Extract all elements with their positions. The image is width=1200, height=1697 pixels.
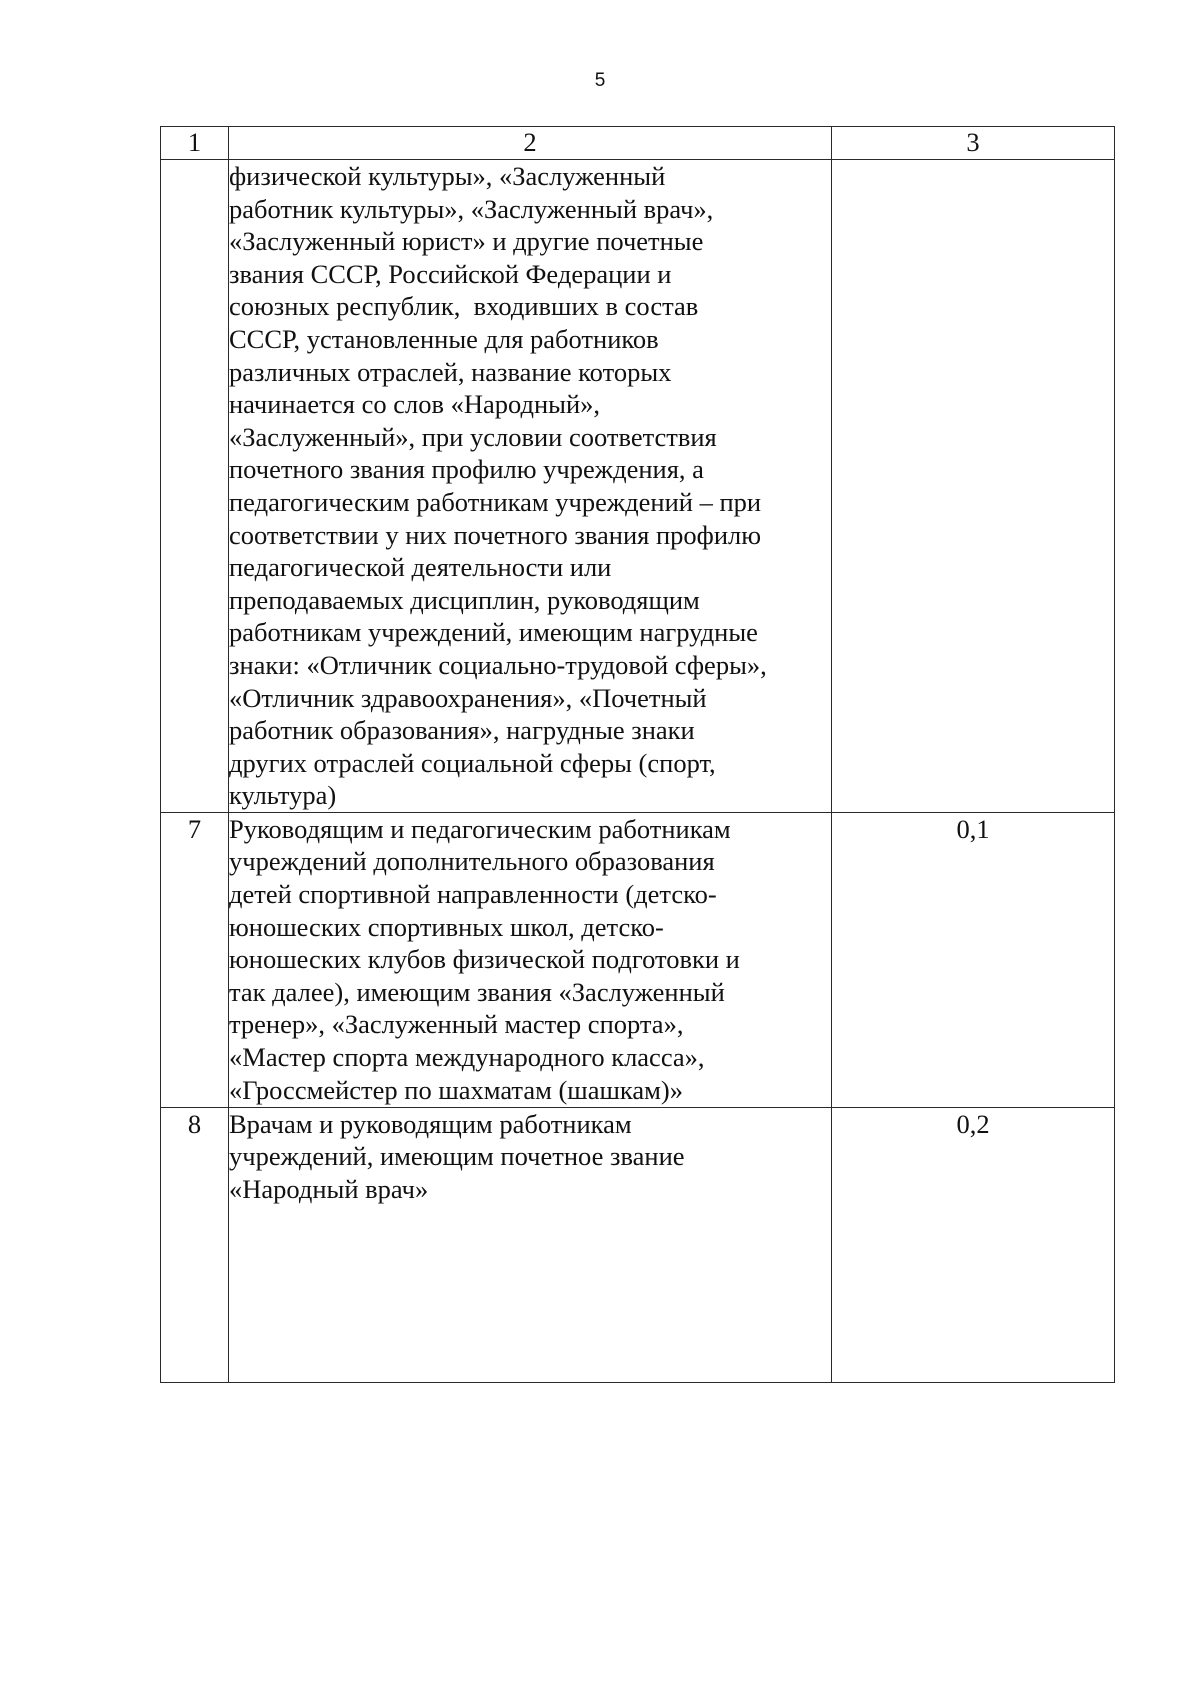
description-line: «Отличник здравоохранения», «Почетный: [229, 682, 707, 713]
description-line: так далее), имеющим звания «Заслуженный: [229, 976, 725, 1007]
row-description: [229, 812, 832, 1107]
description-line: различных отраслей, название которых: [229, 356, 672, 387]
description-line: почетного звания профилю учреждения, а: [229, 454, 704, 485]
description-line: педагогической деятельности или: [229, 552, 612, 583]
row-number: 8: [161, 1107, 229, 1382]
rates-table: [160, 126, 1115, 1383]
table-row: [161, 160, 1115, 813]
description-line: Врачам и руководящим работникам: [229, 1108, 632, 1139]
row-coefficient: 0,2: [832, 1107, 1115, 1382]
description-line: «Мастер спорта международного класса»,: [229, 1042, 705, 1073]
description-line: соответствии у них почетного звания профилю: [229, 519, 762, 550]
description-line: работник образования», нагрудные знаки: [229, 715, 695, 746]
table-row: [161, 812, 1115, 1107]
row-description: [229, 160, 832, 813]
row-coefficient: [832, 160, 1115, 813]
description-line: «Гроссмейстер по шахматам (шашкам)»: [229, 1074, 683, 1105]
description-line: педагогическим работникам учреждений – при: [229, 486, 762, 517]
description-line: тренер», «Заслуженный мастер спорта»,: [229, 1009, 684, 1040]
table-header-row: [161, 127, 1115, 160]
column-header-description: 2: [229, 127, 832, 160]
description-line: других отраслей социальной сферы (спорт,: [229, 747, 716, 778]
description-line: СССР, установленные для работников: [229, 323, 659, 354]
description-line: юношеских спортивных школ, детско-: [229, 911, 664, 942]
description-line: знаки: «Отличник социально-трудовой сферы»,: [229, 649, 767, 680]
description-line: «Народный врач»: [229, 1174, 429, 1205]
description-line: «Заслуженный юрист» и другие почетные: [229, 226, 704, 257]
description-line: «Заслуженный», при условии соответствия: [229, 421, 717, 452]
column-header-coefficient: 3: [832, 127, 1115, 160]
description-line: преподаваемых дисциплин, руководящим: [229, 584, 700, 615]
row-coefficient: 0,1: [832, 812, 1115, 1107]
description-line: учреждений дополнительного образования: [229, 846, 715, 877]
row-description: [229, 1107, 832, 1382]
description-line: юношеских клубов физической подготовки и: [229, 944, 740, 975]
description-line: детей спортивной направленности (детско-: [229, 879, 717, 910]
column-header-number: 1: [161, 127, 229, 160]
table-row: [161, 1107, 1115, 1382]
description-line: учреждений, имеющим почетное звание: [229, 1141, 685, 1172]
row-number: [161, 160, 229, 813]
description-line: работникам учреждений, имеющим нагрудные: [229, 617, 758, 648]
description-line: союзных республик, входивших в состав: [229, 291, 699, 322]
description-line: культура): [229, 780, 337, 811]
description-line: Руководящим и педагогическим работникам: [229, 813, 731, 844]
description-line: физической культуры», «Заслуженный: [229, 161, 666, 191]
description-line: звания СССР, Российской Федерации и: [229, 258, 672, 289]
description-line: работник культуры», «Заслуженный врач»,: [229, 193, 714, 224]
row-number: 7: [161, 812, 229, 1107]
description-line: начинается со слов «Народный»,: [229, 389, 600, 420]
page-number: 5: [594, 70, 606, 91]
